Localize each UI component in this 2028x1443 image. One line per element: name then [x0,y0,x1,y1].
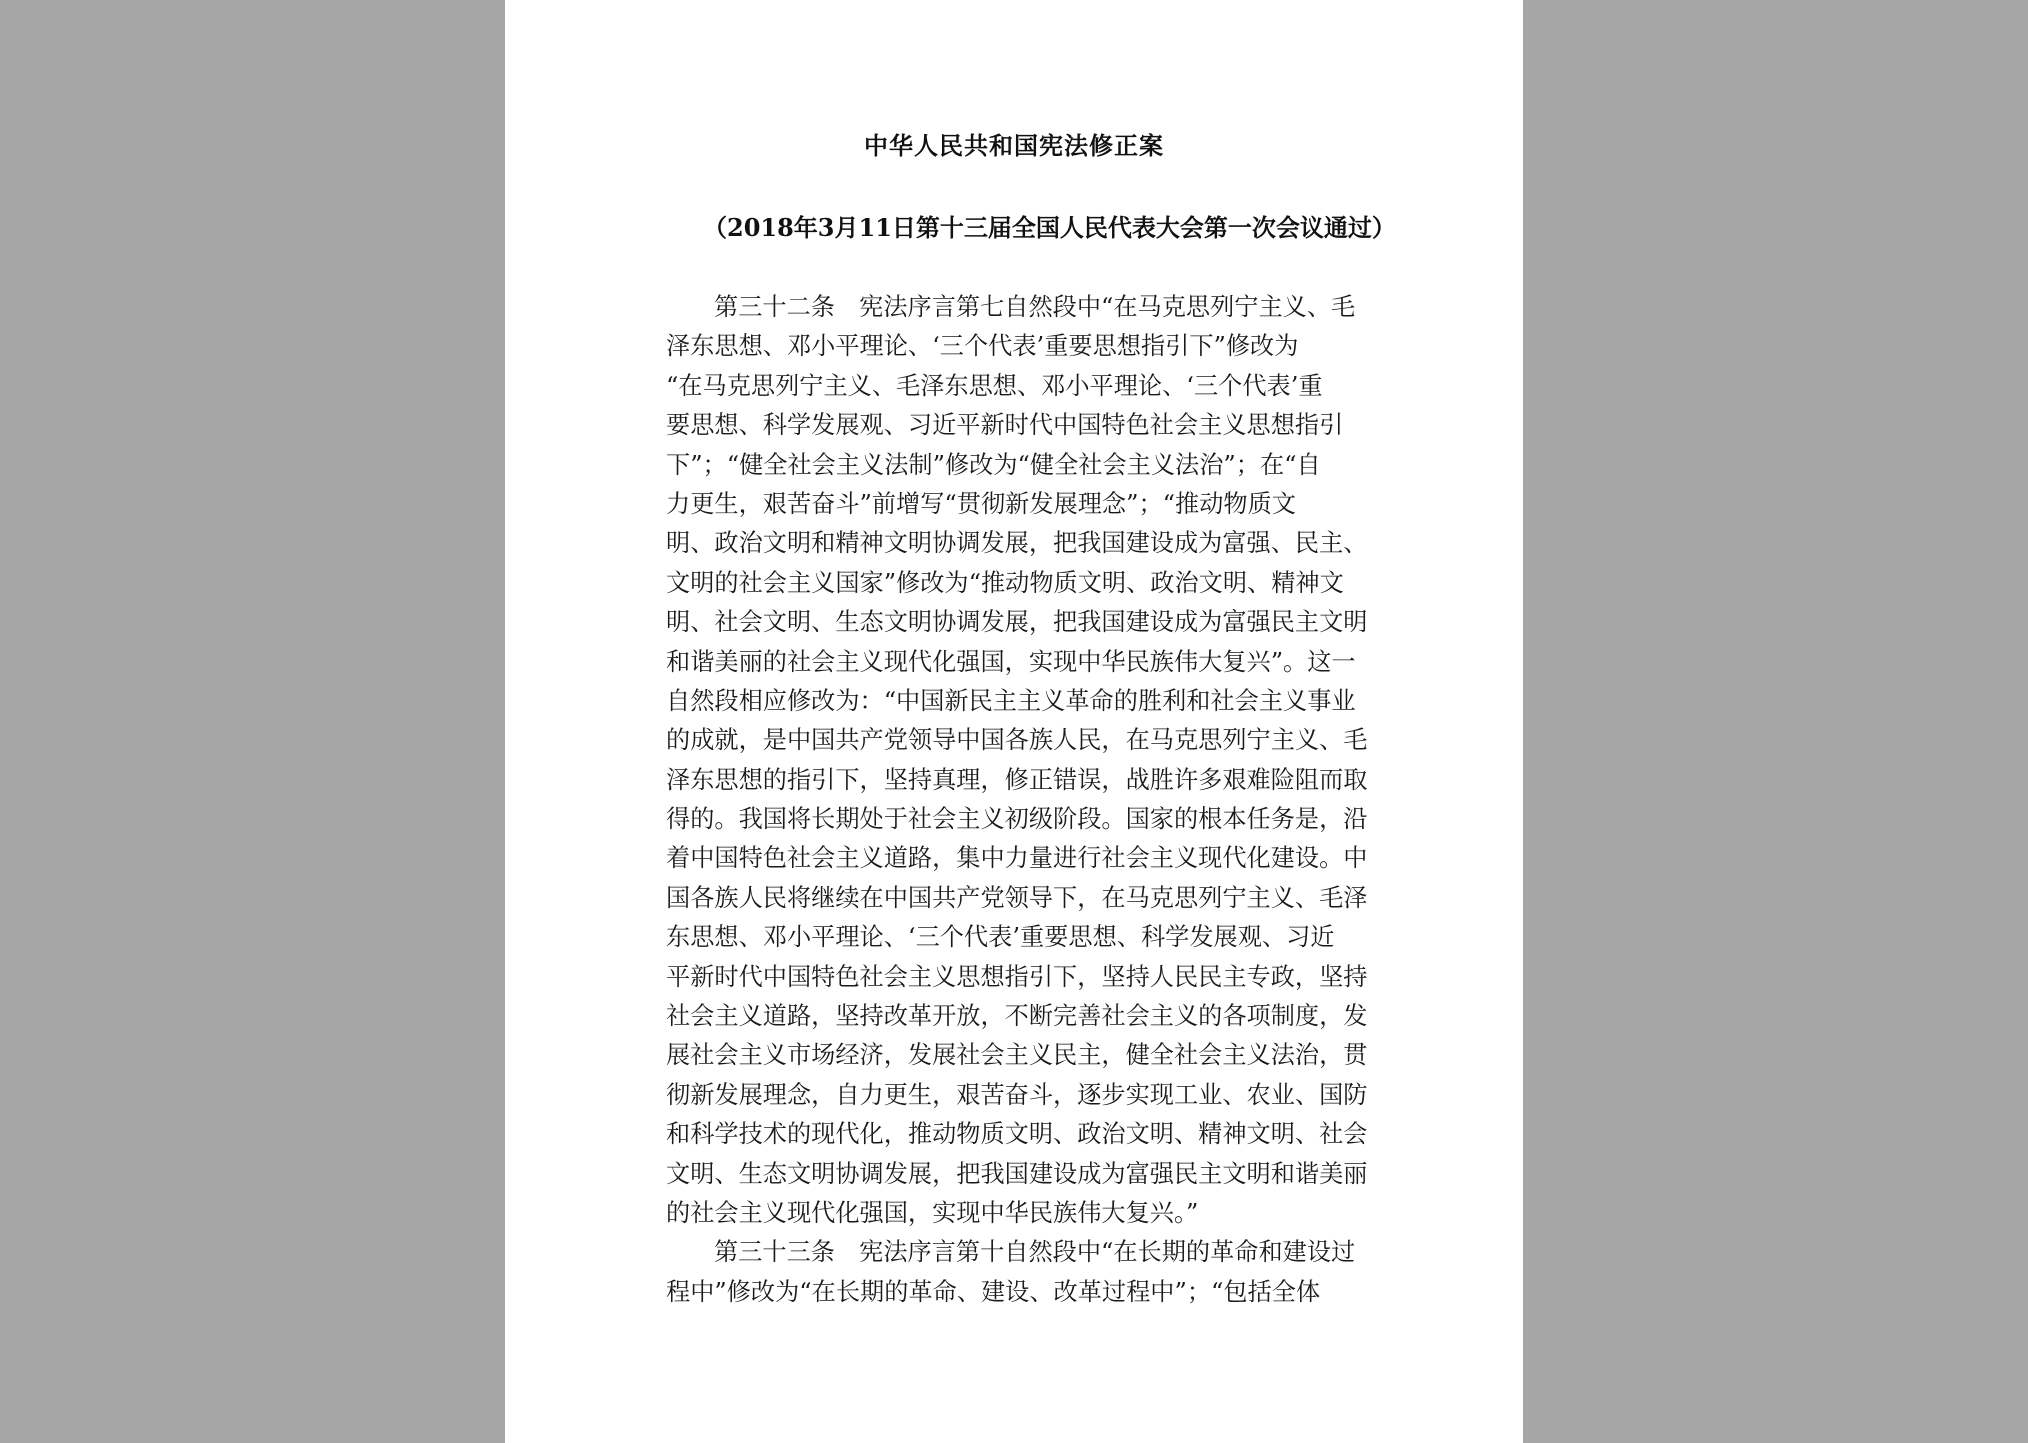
text-line: 第三十二条 宪法序言第七自然段中“在马克思列宁主义、毛 [714,293,1356,321]
text-line: 和谐美丽的社会主义现代化强国，实现中华民族伟大复兴”。这一 [666,647,1356,676]
text-line: 得的。我国将长期处于社会主义初级阶段。国家的根本任务是，沿 [666,805,1368,834]
text-line: 自然段相应修改为：“中国新民主主义革命的胜利和社会主义事业 [666,686,1356,715]
text-line: 的成就，是中国共产党领导中国各族人民，在马克思列宁主义、毛 [666,726,1368,755]
document-page [505,0,1523,1443]
text-line: 社会主义道路，坚持改革开放，不断完善社会主义的各项制度，发 [666,1002,1368,1031]
text-line: 展社会主义市场经济，发展社会主义民主，健全社会主义法治，贯 [666,1041,1368,1070]
text-line: 东思想、邓小平理论、‘三个代表’重要思想、科学发展观、习近 [666,923,1335,952]
text-line: 下”；“健全社会主义法制”修改为“健全社会主义法治”；在“自 [666,450,1321,479]
text-line: 着中国特色社会主义道路，集中力量进行社会主义现代化建设。中 [666,844,1368,873]
document-subtitle: （2018年3月11日第十三届全国人民代表大会第一次会议通过） [703,213,1396,242]
document-title: 中华人民共和国宪法修正案 [864,131,1164,160]
text-line: 明、社会文明、生态文明协调发展，把我国建设成为富强民主文明 [666,608,1368,637]
text-line: “在马克思列宁主义、毛泽东思想、邓小平理论、‘三个代表’重 [666,371,1323,400]
text-line: 平新时代中国特色社会主义思想指引下，坚持人民民主专政，坚持 [666,962,1368,991]
text-line: 泽东思想的指引下，坚持真理，修正错误，战胜许多艰难险阻而取 [666,765,1368,794]
text-line: 要思想、科学发展观、习近平新时代中国特色社会主义思想指引 [666,411,1344,440]
document-body [666,288,1371,1312]
text-line: 国各族人民将继续在中国共产党领导下，在马克思列宁主义、毛泽 [666,883,1368,912]
text-line: 力更生，艰苦奋斗”前增写“贯彻新发展理念”；“推动物质文 [666,489,1296,518]
text-line: 明、政治文明和精神文明协调发展，把我国建设成为富强、民主、 [666,529,1368,558]
text-line: 程中”修改为“在长期的革命、建设、改革过程中”；“包括全体 [666,1277,1321,1306]
text-line: 和科学技术的现代化，推动物质文明、政治文明、精神文明、社会 [666,1120,1368,1149]
text-line: 第三十三条 宪法序言第十自然段中“在长期的革命和建设过 [714,1238,1356,1267]
text-line: 彻新发展理念，自力更生，艰苦奋斗，逐步实现工业、农业、国防 [666,1080,1368,1109]
text-line: 文明、生态文明协调发展，把我国建设成为富强民主文明和谐美丽 [666,1159,1368,1188]
text-line: 泽东思想、邓小平理论、‘三个代表’重要思想指引下”修改为 [666,332,1299,361]
text-line: 的社会主义现代化强国，实现中华民族伟大复兴。” [666,1198,1199,1227]
text-line: 文明的社会主义国家”修改为“推动物质文明、政治文明、精神文 [666,568,1344,597]
